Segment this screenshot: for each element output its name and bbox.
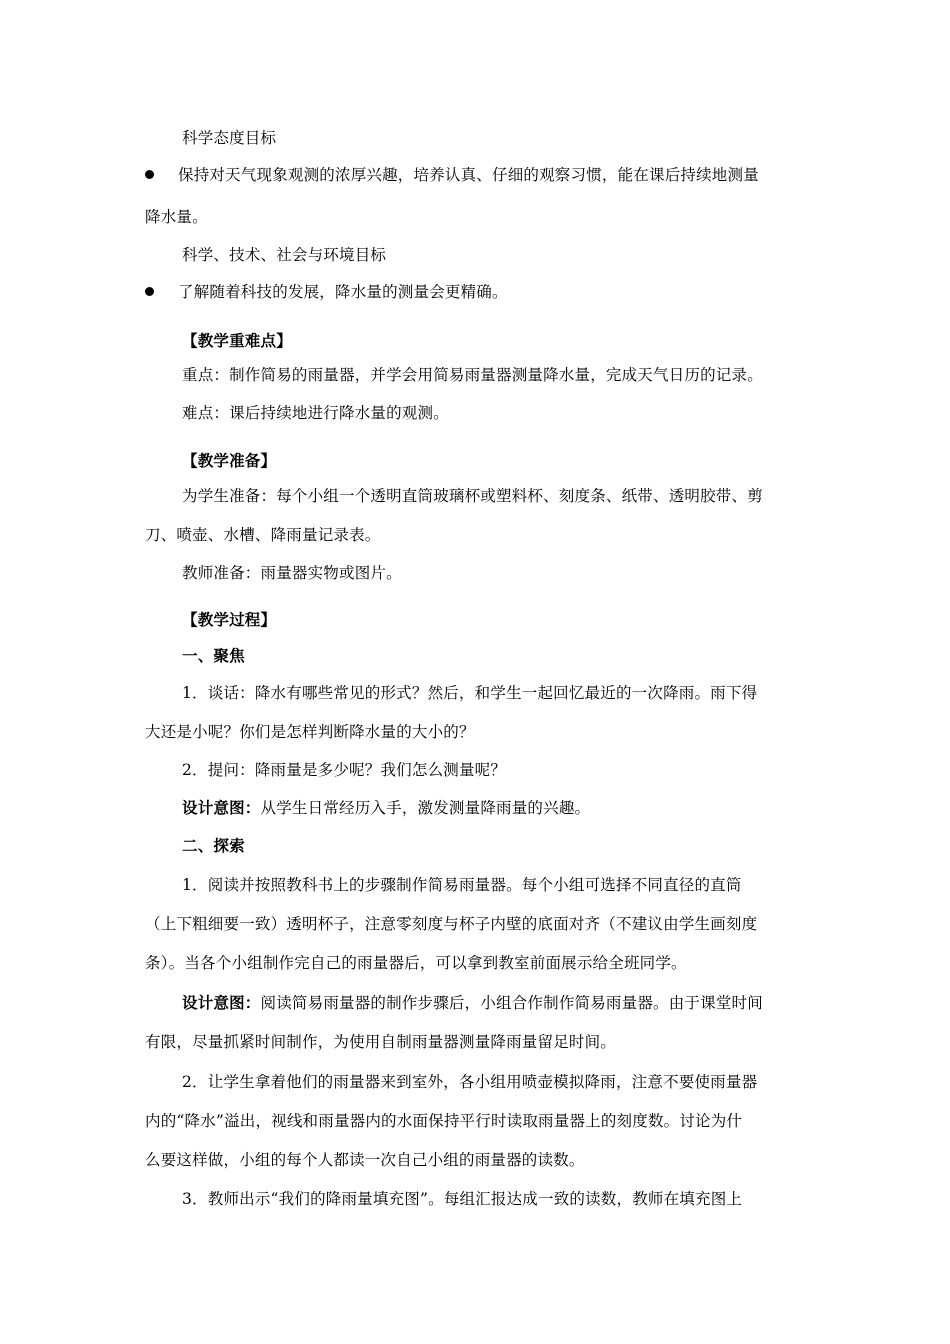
read-line3: 条）。当各个小组制作完自己的雨量器后，可以拿到教室前面展示给全班同学。 <box>145 954 687 972</box>
key-point-focus: 重点：制作简易的雨量器，并学会用简易雨量器测量降水量，完成天气日历的记录。 <box>182 366 763 384</box>
outdoor-line3: 么要这样做，小组的每个人都读一次自己小组的雨量器的读数。 <box>145 1151 585 1169</box>
preparation-heading: 【教学准备】 <box>182 451 277 470</box>
focus-section-heading: 一、聚焦 <box>182 646 245 665</box>
stse-goal-bullet: 了解随着科技的发展，降水量的测量会更精确。 <box>178 283 508 301</box>
ask-line: 2．提问：降雨量是多少呢？我们怎么测量呢？ <box>182 761 507 779</box>
attitude-goal-heading: 科学态度目标 <box>182 129 277 147</box>
talk-line1: 1．谈话：降水有哪些常见的形式？然后，和学生一起回忆最近的一次降雨。雨下得 <box>182 684 758 702</box>
chart-line1: 3．教师出示“我们的降雨量填充图”。每组汇报达成一致的读数，教师在填充图上 <box>182 1190 743 1208</box>
design-intent-2-line2: 有限，尽量抓紧时间制作，为使用自制雨量器测量降雨量留足时间。 <box>145 1033 617 1051</box>
preparation-student-line2: 刀、喷壶、水槽、降雨量记录表。 <box>145 526 381 544</box>
read-line2: （上下粗细要一致）透明杯子，注意零刻度与杯子内壁的底面对齐（不建议由学生画刻度 <box>145 915 758 933</box>
design-intent-2-line1 <box>182 993 763 1013</box>
stse-goal-heading: 科学、技术、社会与环境目标 <box>182 246 387 264</box>
design-intent-text: 阅读简易雨量器的制作步骤后，小组合作制作简易雨量器。由于课堂时间 <box>260 994 763 1012</box>
process-heading: 【教学过程】 <box>182 610 277 629</box>
read-line1: 1．阅读并按照教科书上的步骤制作简易雨量器。每个小组可选择不同直径的直筒 <box>182 876 742 894</box>
design-intent-1 <box>182 798 590 818</box>
talk-line2: 大还是小呢？你们是怎样判断降水量的大小的？ <box>145 723 475 741</box>
preparation-student-line1: 为学生准备：每个小组一个透明直筒玻璃杯或塑料杯、刻度条、纸带、透明胶带、剪 <box>182 487 763 505</box>
design-intent-text: 从学生日常经历入手，激发测量降雨量的兴趣。 <box>260 799 591 817</box>
attitude-goal-bullet-line1: 保持对天气现象观测的浓厚兴趣，培养认真、仔细的观察习惯，能在课后持续地测量 <box>178 166 759 184</box>
preparation-teacher: 教师准备：雨量器实物或图片。 <box>182 564 402 582</box>
explore-section-heading: 二、探索 <box>182 836 245 855</box>
outdoor-line1: 2．让学生拿着他们的雨量器来到室外，各小组用喷壶模拟降雨，注意不要使雨量器 <box>182 1073 758 1091</box>
outdoor-line2: 内的“降水”溢出，视线和雨量器内的水面保持平行时读取雨量器上的刻度数。讨论为什 <box>145 1112 743 1130</box>
key-points-heading: 【教学重难点】 <box>182 331 292 350</box>
bullet-dot-icon <box>145 287 154 296</box>
attitude-goal-bullet-line2: 降水量。 <box>145 208 208 226</box>
bullet-dot-icon <box>145 170 154 179</box>
key-point-difficulty: 难点：课后持续地进行降水量的观测。 <box>182 404 449 422</box>
design-intent-label: 设计意图： <box>182 993 261 1012</box>
design-intent-label: 设计意图： <box>182 798 261 817</box>
